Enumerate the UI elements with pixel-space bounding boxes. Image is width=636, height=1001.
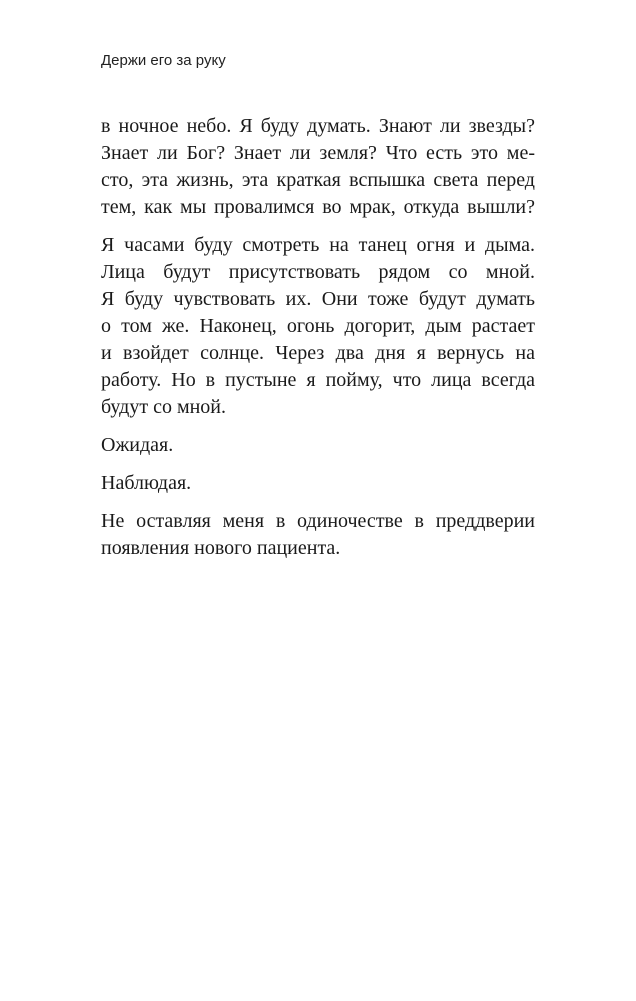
text-line: Лица будут присутствовать рядом со мной. <box>101 261 535 283</box>
text-line: о том же. Наконец, огонь догорит, дым растает <box>101 315 535 337</box>
text-line: будут со мной. <box>101 396 227 418</box>
paragraph-1 <box>101 113 535 221</box>
text-line: Не оставляя меня в одиночестве в преддверии <box>101 510 535 532</box>
running-header: Держи его за руку <box>101 52 226 69</box>
body-text <box>101 113 535 573</box>
text-line: работу. Но в пустыне я пойму, что лица всегда <box>101 369 535 391</box>
paragraph-3 <box>101 432 535 459</box>
text-line: и взойдет солнце. Через два дня я вернусь на <box>101 342 535 364</box>
text-line: Я буду чувствовать их. Они тоже будут думать <box>101 288 535 310</box>
paragraph-5 <box>101 508 535 562</box>
text-line: сто, эта жизнь, эта краткая вспышка света перед <box>101 169 535 191</box>
text-line: Ожидая. <box>101 434 174 456</box>
text-line: Наблюдая. <box>101 472 192 494</box>
text-line: Знает ли Бог? Знает ли земля? Что есть это ме- <box>101 142 535 164</box>
text-line: в ночное небо. Я буду думать. Знают ли звезды? <box>101 115 535 137</box>
text-line: Я часами буду смотреть на танец огня и дыма. <box>101 234 535 256</box>
paragraph-4 <box>101 470 535 497</box>
text-line: тем, как мы провалимся во мрак, откуда вышли? <box>101 196 535 218</box>
text-line: появления нового пациента. <box>101 537 341 559</box>
paragraph-2 <box>101 232 535 421</box>
